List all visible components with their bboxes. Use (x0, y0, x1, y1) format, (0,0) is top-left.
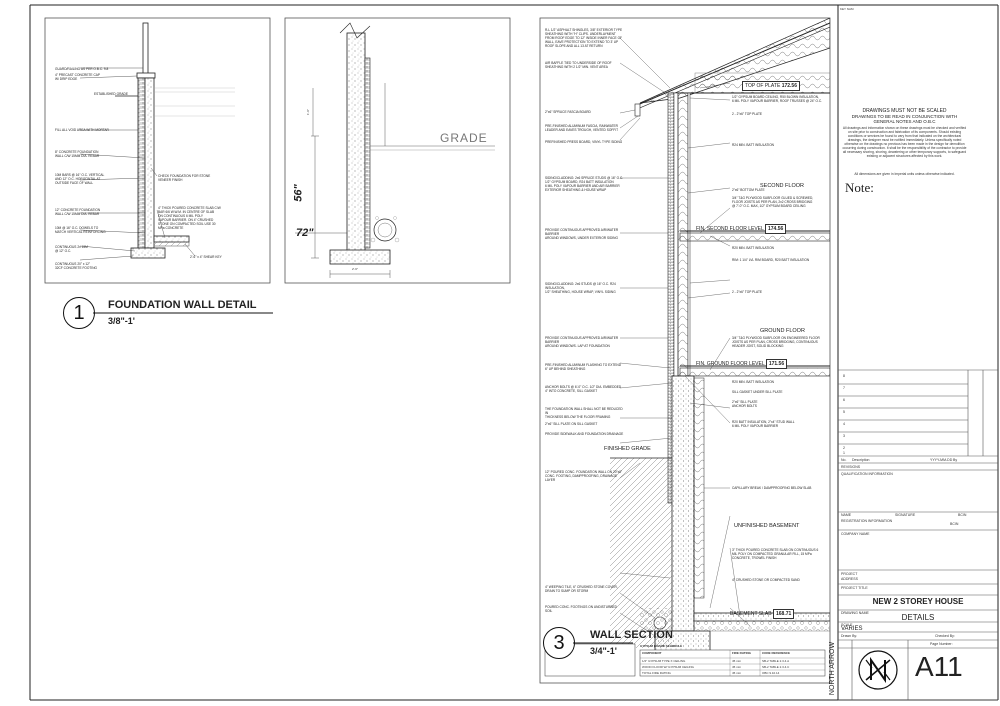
gypsum-table-header-2: CODE REFERENCE (762, 651, 791, 655)
ws-right-note-9: R20 MIN. BATT INSULATION (732, 380, 774, 384)
fd-note-footing: CONTINUOUS 20" x 12" 32CF CONCRETE FOOTING (55, 262, 97, 270)
rev-num-4: 4 (843, 422, 845, 426)
level-tag-basement-label: BASEMENT SLAB (730, 611, 772, 617)
grade-dim-width: 72" (296, 227, 314, 239)
level-tag-top-plate-label: TOP OF PLATE (745, 83, 781, 89)
ws-left-note-4: PREFINISHED PRESS BOARD, VINYL TYPE SIDING (545, 140, 623, 144)
sheet-key-note: KEY NAM (840, 7, 854, 11)
scale-label: SCALE (841, 623, 853, 627)
wall-section-scale: 3/4"-1' (590, 646, 617, 656)
level-tag-basement (730, 611, 794, 617)
fd-note-check: CHECK FOUNDATION FOR STONE VENEER FINISH (158, 174, 211, 182)
gypsum-table-title: GYPSUM BOARD SCHEDULE (640, 644, 683, 648)
registration-label: REGISTRATION INFORMATION (841, 519, 893, 523)
project-title: NEW 2 STOREY HOUSE (872, 597, 964, 606)
fd-note-dowels: 10M @ 16" O.C. DOWELS TO MATCH VERTICAL REINFORCING (55, 226, 106, 234)
gypsum-row-2-col-2: OBC 9.10.14 (762, 671, 780, 675)
level-tag-second-floor (696, 226, 786, 232)
fd-note-fill: FILL ALL VOID AREA WITH MORTAR (55, 128, 109, 132)
grade-label: GRADE (440, 131, 488, 145)
ws-right-note-15: 4" CRUSHED STONE OR COMPACTED SAND (732, 578, 800, 582)
gypsum-table-header-1: FIRE RATING (732, 651, 751, 655)
fd-note-grade: ESTABLISHED GRADE (94, 92, 128, 96)
wall-section-title-underline (573, 642, 633, 645)
gypsum-row-0-col-2: SB-2 TABLE 2.3.4.A (762, 659, 790, 663)
rev-header-by: By (953, 458, 958, 462)
page-number-label: Page Number: (930, 642, 953, 646)
ws-left-note-3: PRE-FINISHED ALUMINUM FASCIA, RAINWATER LEADER AND EAVES TROUGH, VENTED SOFFIT (545, 124, 619, 132)
wall-section-drawing (540, 18, 830, 683)
foundation-detail-number: 1 (63, 297, 95, 329)
ws-right-note-5: R20 MIN. BATT INSULATION (732, 246, 774, 250)
company-label: COMPANY NAME (841, 532, 870, 536)
general-notes-body: All drawings and information shown on these drawings must be checked and verified on site prior to construction and fabrication of its components. Should existing conditions or services be found to vary from that indicated on the architectural drawings, the designer must be notified immediately. Unless specifically noted otherwise on the drawings no previous has been made in the design for demolition occurring during construction. It shall be the responsibility of the contractor to provide all necessary shoring, shoring, dewatering or other temporary supports, to safeguard existing or adjacent structures affected by this work. (842, 126, 967, 158)
ws-right-note-8: 3/4" T&G PLYWOOD SUBFLOOR ON ENGINEERED FLOOR JOISTS AS PER PLAN, CROSS BRIDGING, CONTINUOUS HEADER JOIST, SOLID BLOCKING (732, 336, 820, 348)
grade-dim-height: 56" (292, 184, 305, 202)
fd-note-8in-wall: 8" CONCRETE FOUNDATION WALL C/W 15MM DIA. REBAR (55, 150, 100, 158)
rev-header-no: No. (841, 458, 847, 462)
level-tag-top-plate-value: 172.56 (781, 83, 797, 89)
signature-label: SIGNATURE (895, 513, 916, 517)
general-notes-heading-1: DRAWINGS MUST NOT BE SCALED (862, 108, 947, 114)
general-notes-heading-2: DRAWINGS TO BE READ IN CONJUNCTION WITH GENERAL NOTES AND O.B.C (851, 114, 958, 124)
ws-left-note-11: THE FOUNDATION WALL SHALL NOT BE REDUCED IN THICKNESS BELOW THE FLOOR FRAMING (545, 407, 623, 419)
level-tag-second-floor-value: 174.56 (765, 224, 786, 234)
grade-dim-small: 1'-0" (305, 109, 310, 115)
level-tag-top-plate (742, 81, 800, 91)
drawing-name: DETAILS (901, 613, 935, 622)
bcin-label: BCIN (958, 513, 967, 517)
drawn-by-label: Drawn By: (841, 634, 858, 638)
ws-right-note-11: 2"x6" SILL PLATE ANCHOR BOLTS (732, 400, 758, 408)
revisions-label: REVISIONS (841, 465, 861, 469)
rev-num-6: 6 (843, 398, 845, 402)
ws-left-note-6: PROVIDE CONTINUOUS APPROVED AIR/WATER BARRIER AROUND WINDOWS, UNDER EXTERIOR SIDING (545, 228, 619, 240)
ws-right-note-13: CAPILLARY BREAK / DAMPPROOFING BELOW SLAB (732, 486, 812, 490)
ws-right-note-0: 1/2" GYPSUM BOARD CEILING, R50 BLOWN INSULATION, 6 MIL POLY VAPOUR BARRIER, ROOF TRUSSES @ 24" O.C. (732, 95, 823, 103)
project-address-label: ADDRESS (841, 577, 858, 581)
room-finished-grade: FINISHED GRADE (604, 446, 651, 452)
level-tag-ground-floor-label: FIN. GROUND FLOOR LEVEL (696, 361, 765, 367)
ws-left-note-2: 2"x6" SPRUCE FASCIA BOARD (545, 110, 591, 114)
foundation-detail-scale: 3/8"-1' (108, 316, 135, 326)
fd-note-shear-key: 2'-6" x 4" SHEAR KEY (190, 255, 222, 259)
foundation-detail-title: FOUNDATION WALL DETAIL (108, 299, 257, 311)
gypsum-row-0-col-0: 1/2" GYPSUM TYPE X CEILING (642, 659, 686, 663)
sheet-number: A11 (915, 651, 963, 682)
rev-header-desc: Description (852, 458, 870, 462)
ws-right-note-14: 3" THICK POURED CONCRETE SLAB ON CONTINUOUS 6 MIL POLY ON COMPACTED GRANULAR FILL, 15 MPa CONCRETE, TROWEL FINISH (732, 548, 819, 560)
ws-left-note-13: PROVIDE SIDEWALK AND FOUNDATION DRAINAGE (545, 432, 624, 436)
gypsum-table-header-0: COMPONENT (642, 651, 662, 655)
ws-left-note-14: 12" POURED CONC. FOUNDATION WALL ON 20"x8" CONC. FOOTING, DAMPPROOFING, DRAINAGE LAYER (545, 470, 623, 482)
rev-num-7: 7 (843, 386, 845, 390)
ws-left-note-1: AIR BAFFLE TIED TO UNDERSIDE OF ROOF SHEATHING WITH 2 1/2" MIN. VENT AREA (545, 61, 612, 69)
level-tag-basement-value: 168.71 (773, 609, 794, 619)
ws-left-note-12: 2"x6" SILL PLATE ON SILL GASKET (545, 422, 598, 426)
level-tag-ground-floor (696, 361, 787, 367)
ws-left-note-5: SIDING/CLADDING: 2x6 SPRUCE STUDS @ 16" O.C. 1/2" GYPSUM BOARD, R24 BATT INSULATION 6 MIL POLY VAPOUR BARRIER AND AIR BARRIER EXTERIOR SHEATHING & HOUSE WRAP (545, 176, 624, 192)
ws-right-note-6: RIM: 1 1/4" LVL RIM BOARD, R20 BATT INSULATION (732, 258, 810, 262)
checked-by-label: Checked By: (935, 634, 955, 638)
ws-left-note-10: ANCHOR BOLTS @ 6'-0" O.C. 1/2" DIA. EMBEDDED 4" INTO CONCRETE, SILL GASKET (545, 385, 622, 393)
fd-note-slab: 4" THICK POURED CONCRETE SLAB C/W BAR 6/6 W.W.M. IN CENTRE OF SLAB ON CONTINUOUS 6 MIL POLY VAPOUR BARRIER. ON 4" CRUSHED STONE ON COMPACTED SOIL USE 30 MPa CONCRETE (158, 206, 221, 230)
fd-note-12in-wall: 12" CONCRETE FOUNDATION WALL C/W 15MM DIA. REBAR (55, 208, 101, 216)
ws-right-note-1: 2 - 2"x6" TOP PLATE (732, 112, 763, 116)
project-label: PROJECT (841, 572, 858, 576)
grade-dim-footing: 2'-6" (352, 267, 358, 271)
project-title-label: PROJECT TITLE (841, 586, 868, 590)
ws-left-note-9: PRE-FINISHED ALUMINUM FLASHING TO EXTEND 6" UP BEHIND SHEATHING (545, 363, 622, 371)
ws-left-note-15: 4" WEEPING TILE, 6" CRUSHED STONE COVER, DRAIN TO SUMP OR STORM (545, 585, 618, 593)
gypsum-row-1-col-2: SB-2 TABLE 2.3.4.C (762, 665, 790, 669)
rev-num-5: 5 (843, 410, 845, 414)
room-second-floor: SECOND FLOOR (760, 183, 805, 189)
ws-right-note-4: 3/4" T&G PLYWOOD SUBFLOOR GLUED & SCREWED, FLOOR JOISTS AS PER PLAN, 2x2 CROSS BRIDGING @ 7'-0" O.C. MAX, 1/2" GYPSUM BOARD CEILING (732, 196, 814, 208)
note-label: Note: (845, 180, 874, 195)
room-ground-floor: GROUND FLOOR (760, 328, 805, 334)
ws-left-note-8: PROVIDE CONTINUOUS APPROVED AIR/WATER BARRIER AROUND WINDOWS. LAP AT FOUNDATION (545, 336, 619, 348)
qualification-label: QUALIFICATION INFORMATION (841, 472, 893, 476)
wall-section-title: WALL SECTION (590, 629, 673, 641)
rev-num-8: 8 (843, 374, 845, 378)
gypsum-row-1-col-0: WOOD FLOOR W/ GYPSUM CEILING (642, 665, 695, 669)
registration-value: BCIN (950, 522, 959, 526)
gypsum-row-1-col-1: 45 min (732, 665, 742, 669)
scale-value: VARIES (841, 626, 863, 632)
gypsum-row-2-col-1: 45 min (732, 671, 742, 675)
gypsum-row-2-col-0: TOTAL FIRE RATING (642, 671, 671, 675)
rev-num-2: 2 (843, 446, 845, 450)
rev-header-date: YYYY-MM-DD (930, 458, 953, 462)
grade-detail-drawing (285, 18, 510, 283)
level-tag-second-floor-label: FIN. SECOND FLOOR LEVEL (696, 226, 764, 232)
foundation-title-underline (93, 312, 273, 315)
north-arrow-label: NORTH ARROW (829, 641, 837, 696)
ws-left-note-0: R-L 1/2" ASPHALT SHINGLES, 3/8" EXTERIOR TYPE SHEATHING WITH "H" CLIPS. UNDERLAYMENT FROM ROOF EDGE TO 12" INSIDE INNER FACE OF WALL, EAVE PROTECTION TO EXTEND TO 3' UP ROOF SLOPE AND ALL 13 AT RETURN (545, 28, 623, 48)
ws-right-note-10: SILL GASKET UNDER SILL PLATE (732, 390, 783, 394)
name-label: NAME (841, 513, 852, 517)
ws-left-note-16: POURED CONC. FOOTINGS ON UNDISTURBED SOIL (545, 605, 617, 613)
fd-note-cap: 4" PRECAST CONCRETE CAP W/ DRIP EDGE (55, 73, 100, 81)
ws-left-note-7: SIDING/CLADDING: 2x6 STUDS @ 16" O.C. R24 INSULATION, 1/2" SHEATHING, HOUSE WRAP, VINYL SIDING (545, 282, 616, 294)
rev-num-1: 1 (843, 451, 845, 455)
level-tag-ground-floor-value: 171.56 (766, 359, 787, 369)
general-notes-imperial: All dimensions are given in Imperial units unless otherwise indicated. (854, 172, 955, 176)
gypsum-row-0-col-1: 45 min (732, 659, 742, 663)
drawing-name-label: DRAWING NAME (841, 611, 869, 615)
ws-right-note-7: 2 - 2"x6" TOP PLATE (732, 290, 763, 294)
rev-num-3: 3 (843, 434, 845, 438)
fd-note-10m-bars: 10M BARS @ 16" O.C. VERTICAL AND 12" O.C. HORIZONTAL AT OUTSIDE FACE OF WALL (55, 173, 105, 185)
wall-section-number: 3 (543, 627, 575, 659)
ws-right-note-3: 2"x6" BOTTOM PLATE (732, 188, 765, 192)
ws-right-note-2: R24 MIN. BATT INSULATION (732, 143, 774, 147)
fd-note-railing: GUARD/RAILING AS PER O.B.C. 9.8 (55, 67, 109, 71)
ws-right-note-12: R20 BATT INSULATION, 2"x4" STUD WALL 6 MIL POLY VAPOUR BARRIER (732, 420, 795, 428)
room-unfinished-basement: UNFINISHED BASEMENT (734, 523, 800, 529)
fd-note-continuous: CONTINUOUS 2x 15M @ 12" O.C. (55, 245, 88, 253)
